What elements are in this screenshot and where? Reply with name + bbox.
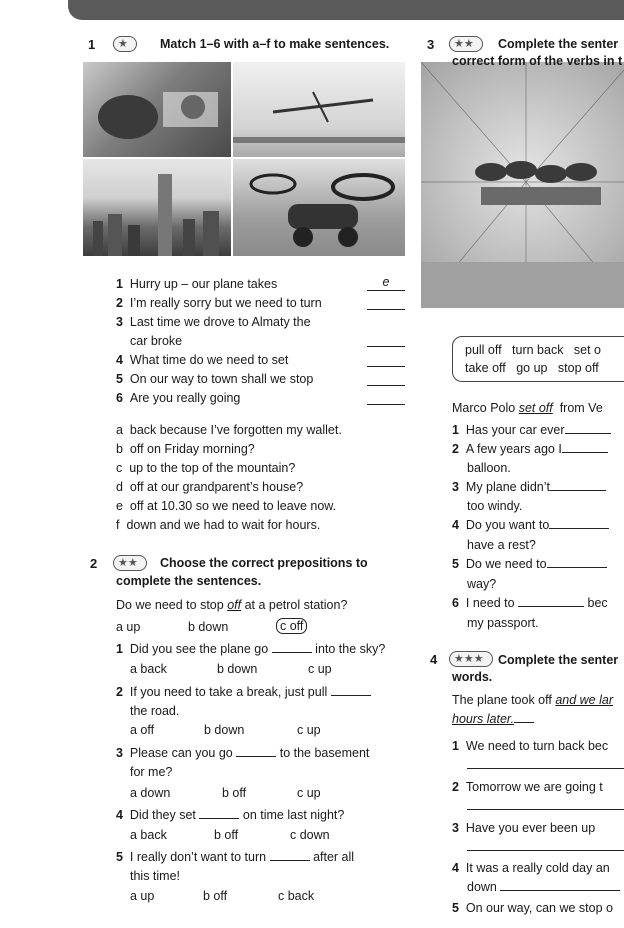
ex4-item-2-blank[interactable] (467, 809, 624, 810)
ex2-item-5-option-b[interactable]: b off (203, 889, 228, 903)
photo-historic-map-caravan (421, 62, 624, 308)
ex4-item-1: 1 We need to turn back bec (452, 739, 609, 753)
ex1-answer-3-blank[interactable] (367, 346, 405, 347)
ex2-item-3-option-a[interactable]: a down (130, 786, 171, 800)
ex2-item-3-blank[interactable] (236, 756, 276, 757)
exercise-4-number: 4 (430, 652, 438, 667)
ex1-item-3-cont: car broke (130, 334, 183, 348)
exercise-3-instruction-cont: correct form of the verbs in t (452, 54, 623, 68)
ex3-item-1-blank[interactable] (565, 433, 611, 434)
ex2-item-2: 2 If you need to take a break, just pull (116, 685, 371, 699)
exercise-3-number: 3 (427, 37, 435, 52)
ex1-answer-6-blank[interactable] (367, 404, 405, 405)
ex2-item-3-option-c[interactable]: c up (297, 786, 321, 800)
ex2-item-4-option-c[interactable]: c down (290, 828, 330, 842)
ex3-item-4: 4 Do you want to (452, 518, 609, 532)
ex4-item-4-cont: down (467, 880, 620, 894)
ex1-answer-4-blank[interactable] (367, 366, 405, 367)
ex1-answer-1-line (367, 290, 405, 291)
ex4-example-cont: hours later. (452, 712, 534, 726)
ex1-item-2: 2 I’m really sorry but we need to turn (116, 296, 322, 310)
ex3-item-2-blank[interactable] (562, 452, 608, 453)
ex2-item-5-blank[interactable] (270, 860, 310, 861)
ex2-item-1-option-b[interactable]: b down (217, 662, 258, 676)
ex3-item-3-cont: too windy. (467, 499, 523, 513)
ex1-ending-a: a back because I’ve forgotten my wallet. (116, 423, 342, 437)
ex1-ending-c: c up to the top of the mountain? (116, 461, 296, 475)
ex2-item-2-option-b[interactable]: b down (204, 723, 245, 737)
exercise-2-instruction: Choose the correct prepositions to (160, 556, 368, 570)
ex4-item-1-blank[interactable] (467, 768, 624, 769)
ex2-example: Do we need to stop off at a petrol station? (116, 598, 348, 612)
exercise-3-stars: ★★ (449, 36, 483, 52)
ex3-item-5-cont: way? (467, 577, 497, 591)
photo-city-skyline (83, 159, 231, 256)
ex2-item-5-cont: this time! (130, 869, 181, 883)
ex4-item-2: 2 Tomorrow we are going t (452, 780, 603, 794)
ex2-item-2-cont: the road. (130, 704, 180, 718)
exercise-4-instruction: Complete the senter (498, 653, 619, 667)
ex2-item-3: 3 Please can you go to the basement (116, 746, 370, 760)
ex1-item-1: 1 Hurry up – our plane takes (116, 277, 278, 291)
ex1-ending-b: b off on Friday morning? (116, 442, 255, 456)
exercise-4-stars: ★★★ (449, 651, 493, 667)
ex4-item-4-blank[interactable] (500, 890, 620, 891)
ex2-item-2-option-c[interactable]: c up (297, 723, 321, 737)
ex1-ending-d: d off at our grandparent’s house? (116, 480, 304, 494)
ex3-item-6-blank[interactable] (518, 606, 584, 607)
exercise-1-number: 1 (88, 37, 96, 52)
ex1-answer-5-blank[interactable] (367, 385, 405, 386)
exercise-2-instruction-cont: complete the sentences. (116, 574, 262, 588)
ex2-item-3-cont: for me? (130, 765, 173, 779)
ex4-item-3: 3 Have you ever been up (452, 821, 596, 835)
exercise-4-instruction-cont: words. (452, 670, 493, 684)
ex2-item-2-option-a[interactable]: a off (130, 723, 155, 737)
ex3-item-2-cont: balloon. (467, 461, 511, 475)
ex2-item-1-blank[interactable] (272, 652, 312, 653)
ex3-example: Marco Polo set off from Ve (452, 401, 603, 415)
exercise-3-instruction: Complete the senter (498, 37, 619, 51)
ex2-item-1: 1 Did you see the plane go into the sky? (116, 642, 386, 656)
exercise-1-instruction: Match 1–6 with a–f to make sentences. (160, 37, 390, 51)
ex3-item-2: 2 A few years ago I (452, 442, 608, 456)
ex1-item-4: 4 What time do we need to set (116, 353, 289, 367)
ex1-answer-1[interactable]: e (382, 275, 390, 289)
photo-car-interior (83, 62, 231, 157)
ex3-item-1: 1 Has your car ever (452, 423, 611, 437)
ex2-item-4: 4 Did they set on time last night? (116, 808, 345, 822)
ex2-item-2-blank[interactable] (331, 695, 371, 696)
ex3-item-4-blank[interactable] (549, 528, 609, 529)
ex3-item-6: 6 I need to bec (452, 596, 608, 610)
ex1-item-3: 3 Last time we drove to Almaty the (116, 315, 311, 329)
ex2-item-5: 5 I really don’t want to turn after all (116, 850, 355, 864)
ex3-item-6-cont: my passport. (467, 616, 539, 630)
ex1-ending-e: e off at 10.30 so we need to leave now. (116, 499, 337, 513)
page-header-bar (68, 0, 624, 20)
ex1-item-5: 5 On our way to town shall we stop (116, 372, 314, 386)
word-box-row-2: take off go up stop off (465, 361, 599, 375)
exercise-1-stars: ★ (113, 36, 137, 52)
ex2-item-4-option-b[interactable]: b off (214, 828, 239, 842)
exercise-2-number: 2 (90, 556, 98, 571)
ex1-answer-2-blank[interactable] (367, 309, 405, 310)
photo-flying-car (233, 159, 405, 256)
photo-airplane (233, 62, 405, 157)
ex2-item-5-option-a[interactable]: a up (130, 889, 155, 903)
ex4-item-3-blank[interactable] (467, 850, 624, 851)
ex3-item-5: 5 Do we need to (452, 557, 607, 571)
exercise-2-stars: ★★ (113, 555, 147, 571)
ex2-item-1-option-a[interactable]: a back (130, 662, 167, 676)
ex3-item-5-blank[interactable] (547, 567, 607, 568)
ex4-item-4: 4 It was a really cold day an (452, 861, 610, 875)
ex3-item-4-cont: have a rest? (467, 538, 536, 552)
ex4-item-5: 5 On our way, can we stop o (452, 901, 613, 915)
ex4-example: The plane took off and we lar (452, 693, 614, 707)
ex3-item-3-blank[interactable] (550, 490, 606, 491)
ex2-item-5-option-c[interactable]: c back (278, 889, 315, 903)
ex2-example-option-c: c off (276, 619, 307, 633)
ex1-ending-f: f down and we had to wait for hours. (116, 518, 321, 532)
word-box-row-1: pull off turn back set o (465, 343, 601, 357)
ex2-example-option-b: b down (188, 620, 229, 634)
ex2-item-4-option-a[interactable]: a back (130, 828, 167, 842)
ex1-item-6: 6 Are you really going (116, 391, 241, 405)
ex2-item-1-option-c[interactable]: c up (308, 662, 332, 676)
ex2-example-option-a: a up (116, 620, 141, 634)
ex2-item-3-option-b[interactable]: b off (222, 786, 247, 800)
ex3-item-3: 3 My plane didn’t (452, 480, 606, 494)
ex2-item-4-blank[interactable] (199, 818, 239, 819)
